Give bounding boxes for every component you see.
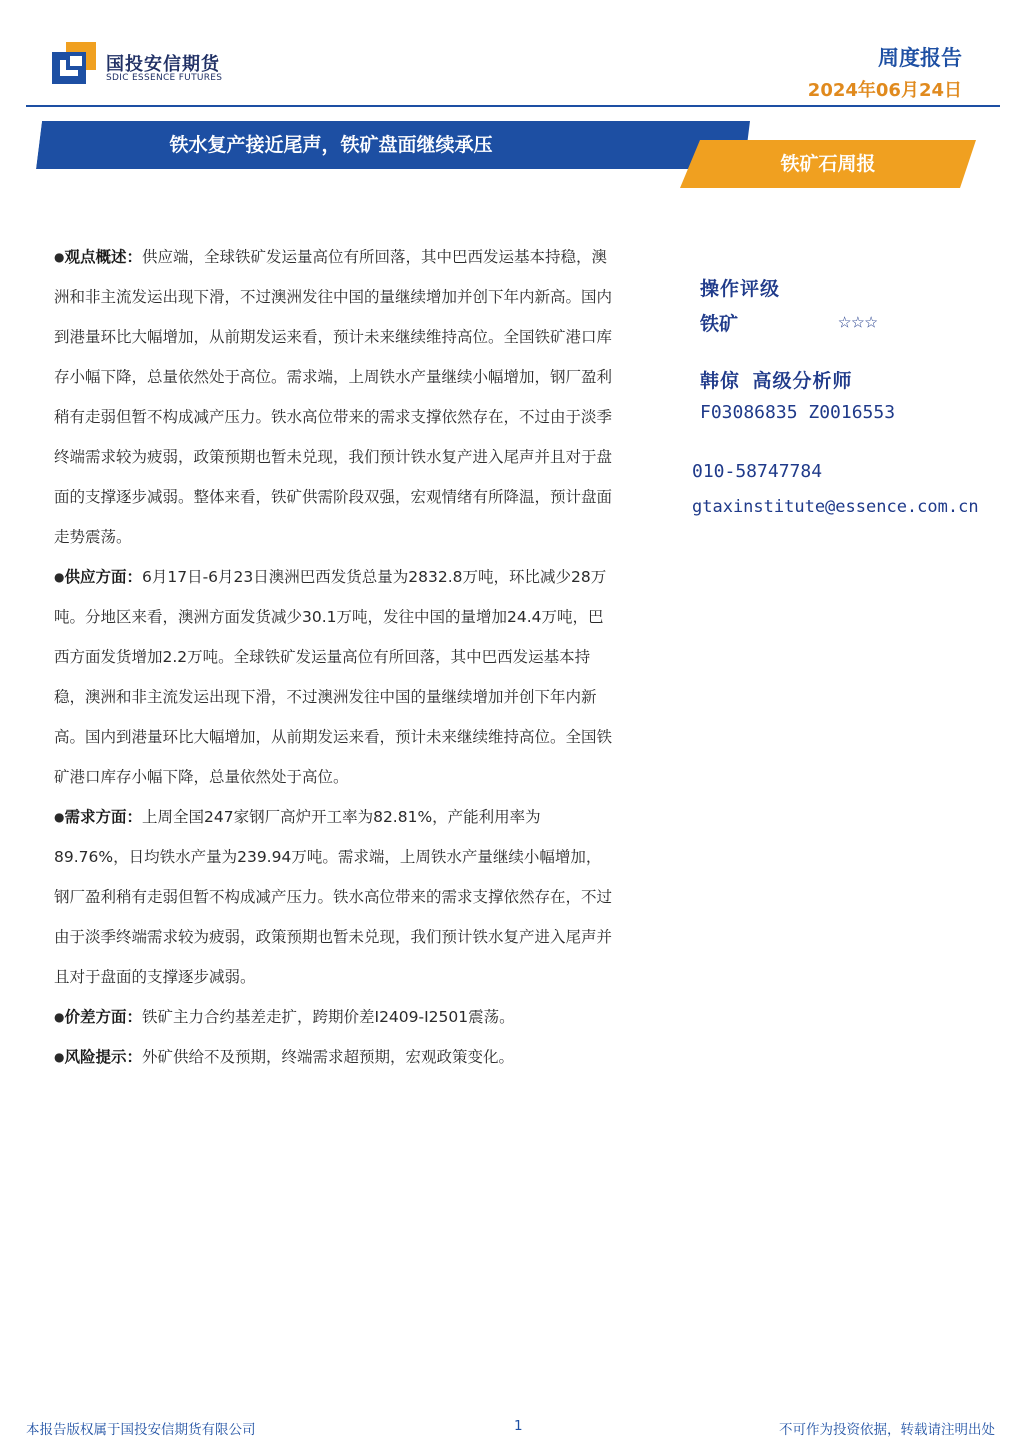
sdic-logo-icon — [52, 42, 96, 84]
star-outline-icon: ☆☆☆ — [838, 309, 878, 334]
bullet-icon: ● — [54, 250, 65, 264]
bullet-icon: ● — [54, 1010, 65, 1024]
analyst-certificate: F03086835 Z0016553 — [700, 402, 896, 423]
logo-english-name: SDIC ESSENCE FUTURES — [106, 73, 223, 83]
logo-chinese-name: 国投安信期货 — [106, 54, 220, 75]
paragraph-text: 上周全国247家钢厂高炉开工率为82.81%，产能利用率为89.76%，日均铁水产量为239.94万吨。需求端，上周铁水产量继续小幅增加，钢厂盈利稍有走弱但暂不构成减产压力。铁水高位带来的需求支撑依然存在，不过由于淡季终端需求较为疲弱，政策预期也暂未兑现，我们预计铁水复产进入尾声并且对于盘面的支撑逐步减弱。 — [54, 808, 613, 986]
paragraph-spread — [54, 997, 614, 1037]
rating-title: 操作评级 — [700, 278, 781, 300]
report-type-label: 周度报告 — [878, 46, 962, 70]
paragraph-text: 供应端，全球铁矿发运量高位有所回落，其中巴西发运基本持稳，澳洲和非主流发运出现下滑，不过澳洲发往中国的量继续增加并创下年内新高。国内到港量环比大幅增加，从前期发运来看，预计未来继续维持高位。全国铁矿港口库存小幅下降，总量依然处于高位。需求端，上周铁水产量继续小幅增加，钢厂盈利稍有走弱但暂不构成减产压力。铁水高位带来的需求支撑依然存在，不过由于淡季终端需求较为疲弱，政策预期也暂未兑现，我们预计铁水复产进入尾声并且对于盘面的支撑逐步减弱。整体来看，铁矿供需阶段双强，宏观情绪有所降温，预计盘面走势震荡。 — [54, 248, 613, 546]
paragraph-label: 供应方面： — [64, 568, 142, 586]
paragraph-text: 铁矿主力合约基差走扩，跨期价差I2409-I2501震荡。 — [142, 1008, 515, 1026]
report-date: 2024年06月24日 — [807, 80, 962, 101]
report-category-tag: 铁矿石周报 — [780, 153, 876, 175]
paragraph-text: 外矿供给不及预期，终端需求超预期，宏观政策变化。 — [142, 1048, 515, 1066]
paragraph-label: 观点概述： — [64, 248, 142, 266]
bullet-icon: ● — [54, 810, 65, 824]
contact-email[interactable]: gtaxinstitute@essence.com.cn — [692, 497, 979, 517]
header-divider — [26, 105, 1000, 107]
paragraph-text: 6月17日-6月23日澳洲巴西发货总量为2832.8万吨，环比减少28万吨。分地区来看，澳洲方面发货减少30.1万吨，发往中国的量增加24.4万吨，巴西方面发货增加2.2万吨。全球铁矿发运量高位有所回落，其中巴西发运基本持稳，澳洲和非主流发运出现下滑，不过澳洲发往中国的量继续增加并创下年内新高。国内到港量环比大幅增加，从前期发运来看，预计未来继续维持高位。全国铁矿港口库存小幅下降，总量依然处于高位。 — [54, 568, 613, 786]
paragraph-overview — [54, 237, 614, 557]
bullet-icon: ● — [54, 1050, 65, 1064]
paragraph-supply — [54, 557, 614, 797]
rating-item: 铁矿 — [700, 313, 739, 335]
page-number: 1 — [514, 1418, 523, 1434]
paragraph-label: 价差方面： — [64, 1008, 142, 1026]
report-title: 铁水复产接近尾声，铁矿盘面继续承压 — [169, 134, 493, 156]
paragraph-label: 风险提示： — [64, 1048, 142, 1066]
footer-copyright: 本报告版权属于国投安信期货有限公司 — [26, 1422, 256, 1438]
bullet-icon: ● — [54, 570, 65, 584]
paragraph-risk — [54, 1037, 614, 1077]
report-body — [54, 237, 614, 1077]
paragraph-demand — [54, 797, 614, 997]
contact-phone: 010-58747784 — [692, 461, 823, 482]
paragraph-label: 需求方面： — [64, 808, 142, 826]
footer-disclaimer: 不可作为投资依据，转载请注明出处 — [779, 1422, 995, 1438]
analyst-name: 韩倞 高级分析师 — [700, 370, 853, 392]
